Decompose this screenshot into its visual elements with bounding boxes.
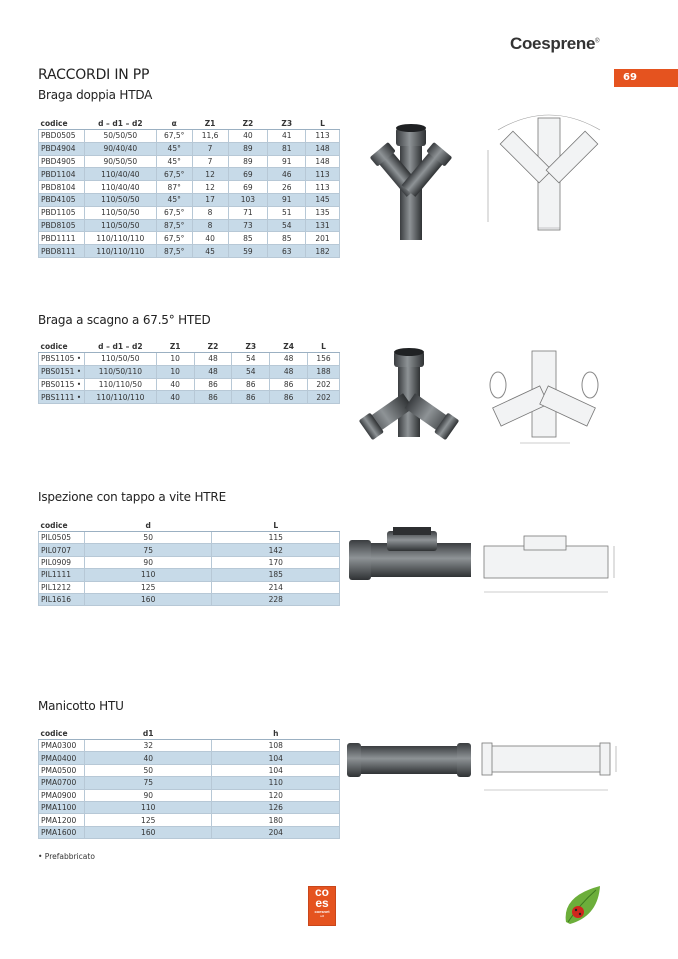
product-code-cell: PMA0900	[39, 789, 85, 801]
product-code-cell: PBS0151 •	[39, 365, 85, 378]
product-photo-htda	[350, 118, 470, 248]
table-cell: 48	[270, 353, 308, 366]
table-cell: 110/50/50	[84, 206, 156, 219]
table-cell: 110/50/50	[84, 193, 156, 206]
table-row	[39, 593, 340, 605]
product-code-cell: PIL0505	[39, 532, 85, 544]
table-cell: 40	[84, 752, 212, 764]
table-row	[39, 556, 340, 568]
product-code-cell: PIL0707	[39, 544, 85, 556]
table-cell: 125	[84, 814, 212, 826]
table-cell: 50/50/50	[84, 130, 156, 143]
table-cell: 89	[228, 155, 268, 168]
table-row	[39, 826, 340, 838]
product-code-cell: PBD0505	[39, 130, 85, 143]
product-code-cell: PIL1212	[39, 581, 85, 593]
product-code-cell: PBS0115 •	[39, 378, 85, 391]
product-code-cell: PBD1105	[39, 206, 85, 219]
table-cell: 50	[84, 532, 212, 544]
page-title: RACCORDI IN PP	[38, 67, 150, 83]
column-header: codice	[39, 118, 85, 130]
table-cell: 160	[84, 593, 212, 605]
table-cell: 126	[212, 801, 340, 813]
product-code-cell: PMA0400	[39, 752, 85, 764]
column-header: d – d1 – d2	[84, 118, 156, 130]
column-header: L	[306, 118, 340, 130]
table-cell: 45	[192, 245, 228, 258]
column-header: Z1	[156, 341, 194, 353]
table-row	[39, 365, 340, 378]
table-cell: 110	[84, 569, 212, 581]
product-code-cell: PBD8111	[39, 245, 85, 258]
column-header: Z1	[192, 118, 228, 130]
table-cell: 11,6	[192, 130, 228, 143]
table-cell: 214	[212, 581, 340, 593]
column-header: L	[308, 341, 340, 353]
table-row	[39, 130, 340, 143]
table-cell: 75	[84, 777, 212, 789]
column-header: α	[156, 118, 192, 130]
table-cell: 46	[268, 168, 306, 181]
table-cell: 110	[84, 801, 212, 813]
product-code-cell: PBS1105 •	[39, 353, 85, 366]
table-cell: 71	[228, 206, 268, 219]
table-row	[39, 142, 340, 155]
table-cell: 45°	[156, 142, 192, 155]
table-row	[39, 532, 340, 544]
table-cell: 12	[192, 168, 228, 181]
table-cell: 40	[156, 378, 194, 391]
table-cell: 85	[268, 232, 306, 245]
table-row	[39, 193, 340, 206]
table-row	[39, 544, 340, 556]
product-code-cell: PIL0909	[39, 556, 85, 568]
table-cell: 85	[228, 232, 268, 245]
table-row	[39, 245, 340, 258]
table-cell: 160	[84, 826, 212, 838]
table-cell: 86	[270, 378, 308, 391]
table-cell: 204	[212, 826, 340, 838]
table-row	[39, 378, 340, 391]
table-cell: 113	[306, 181, 340, 194]
table-cell: 148	[306, 155, 340, 168]
table-cell: 104	[212, 752, 340, 764]
column-header: Z3	[232, 341, 270, 353]
table-cell: 110	[212, 777, 340, 789]
table-cell: 87,5°	[156, 245, 192, 258]
section-title-htda: Braga doppia HTDA	[38, 88, 153, 102]
table-cell: 170	[212, 556, 340, 568]
table-row	[39, 740, 340, 752]
column-header: Z4	[270, 341, 308, 353]
table-cell: 103	[228, 193, 268, 206]
product-code-cell: PBD4904	[39, 142, 85, 155]
table-cell: 202	[308, 378, 340, 391]
product-code-cell: PMA0700	[39, 777, 85, 789]
table-row	[39, 155, 340, 168]
table-cell: 63	[268, 245, 306, 258]
table-row	[39, 168, 340, 181]
table-cell: 26	[268, 181, 306, 194]
table-cell: 110/110/110	[84, 232, 156, 245]
table-row	[39, 232, 340, 245]
table-cell: 156	[308, 353, 340, 366]
table-row	[39, 789, 340, 801]
column-header: codice	[39, 341, 85, 353]
column-header: Z2	[228, 118, 268, 130]
table-cell: 182	[306, 245, 340, 258]
table-cell: 115	[212, 532, 340, 544]
table-cell: 7	[192, 155, 228, 168]
column-header: Z2	[194, 341, 232, 353]
table-cell: 86	[194, 391, 232, 404]
table-row	[39, 764, 340, 776]
table-htre	[38, 520, 340, 606]
table-htda	[38, 118, 340, 258]
table-cell: 110/50/110	[84, 365, 156, 378]
table-cell: 91	[268, 155, 306, 168]
table-cell: 86	[232, 391, 270, 404]
table-cell: 110/110/50	[84, 378, 156, 391]
column-header: h	[212, 728, 340, 740]
technical-drawing-htre	[480, 530, 620, 600]
table-cell: 145	[306, 193, 340, 206]
table-cell: 59	[228, 245, 268, 258]
table-cell: 148	[306, 142, 340, 155]
table-cell: 104	[212, 764, 340, 776]
column-header: d1	[84, 728, 212, 740]
table-row	[39, 569, 340, 581]
table-cell: 69	[228, 181, 268, 194]
table-cell: 48	[270, 365, 308, 378]
table-row	[39, 391, 340, 404]
table-cell: 40	[228, 130, 268, 143]
product-code-cell: PBS1111 •	[39, 391, 85, 404]
table-cell: 113	[306, 130, 340, 143]
section-title-hted: Braga a scagno a 67.5° HTED	[38, 313, 211, 327]
table-cell: 45°	[156, 155, 192, 168]
product-photo-htu	[345, 740, 473, 780]
product-photo-hted	[348, 345, 470, 437]
table-cell: 185	[212, 569, 340, 581]
table-cell: 40	[156, 391, 194, 404]
table-cell: 125	[84, 581, 212, 593]
product-photo-htre	[345, 525, 473, 581]
leaf-ladybug-icon	[560, 882, 604, 928]
table-cell: 90	[84, 556, 212, 568]
table-cell: 40	[192, 232, 228, 245]
product-code-cell: PBD4105	[39, 193, 85, 206]
product-code-cell: PIL1111	[39, 569, 85, 581]
table-row	[39, 752, 340, 764]
table-row	[39, 206, 340, 219]
table-cell: 48	[194, 353, 232, 366]
product-code-cell: PMA0500	[39, 764, 85, 776]
table-hted	[38, 341, 340, 404]
product-code-cell: PMA1200	[39, 814, 85, 826]
table-cell: 180	[212, 814, 340, 826]
column-header: Z3	[268, 118, 306, 130]
table-cell: 87,5°	[156, 219, 192, 232]
table-cell: 41	[268, 130, 306, 143]
table-cell: 91	[268, 193, 306, 206]
table-cell: 67,5°	[156, 206, 192, 219]
section-title-htre: Ispezione con tappo a vite HTRE	[38, 490, 226, 504]
table-cell: 89	[228, 142, 268, 155]
technical-drawing-hted	[470, 345, 620, 447]
table-cell: 48	[194, 365, 232, 378]
footnote: • Prefabbricato	[38, 852, 95, 861]
table-cell: 7	[192, 142, 228, 155]
table-cell: 108	[212, 740, 340, 752]
table-cell: 110/110/110	[84, 245, 156, 258]
table-cell: 67,5°	[156, 130, 192, 143]
technical-drawing-htu	[478, 738, 623, 798]
column-header: codice	[39, 520, 85, 532]
table-cell: 73	[228, 219, 268, 232]
table-cell: 54	[232, 365, 270, 378]
table-row	[39, 777, 340, 789]
product-code-cell: PMA0300	[39, 740, 85, 752]
column-header: d	[84, 520, 212, 532]
product-code-cell: PBD4905	[39, 155, 85, 168]
table-cell: 12	[192, 181, 228, 194]
technical-drawing-htda	[478, 110, 618, 235]
table-cell: 50	[84, 764, 212, 776]
table-htu	[38, 728, 340, 839]
table-cell: 81	[268, 142, 306, 155]
product-code-cell: PIL1616	[39, 593, 85, 605]
table-cell: 135	[306, 206, 340, 219]
column-header: d – d1 – d2	[84, 341, 156, 353]
table-cell: 67,5°	[156, 168, 192, 181]
table-cell: 120	[212, 789, 340, 801]
table-cell: 87°	[156, 181, 192, 194]
table-cell: 110/40/40	[84, 168, 156, 181]
section-title-htu: Manicotto HTU	[38, 699, 124, 713]
table-cell: 113	[306, 168, 340, 181]
column-header: L	[212, 520, 340, 532]
table-cell: 67,5°	[156, 232, 192, 245]
table-cell: 228	[212, 593, 340, 605]
table-row	[39, 581, 340, 593]
table-row	[39, 219, 340, 232]
product-code-cell: PBD1111	[39, 232, 85, 245]
table-cell: 131	[306, 219, 340, 232]
table-cell: 17	[192, 193, 228, 206]
table-row	[39, 801, 340, 813]
table-cell: 8	[192, 219, 228, 232]
table-cell: 90	[84, 789, 212, 801]
product-code-cell: PBD8105	[39, 219, 85, 232]
table-cell: 75	[84, 544, 212, 556]
table-cell: 110/40/40	[84, 181, 156, 194]
brand-logo: Coesprene®	[510, 34, 600, 53]
table-cell: 54	[232, 353, 270, 366]
table-cell: 201	[306, 232, 340, 245]
table-row	[39, 814, 340, 826]
column-header: codice	[39, 728, 85, 740]
table-cell: 188	[308, 365, 340, 378]
product-code-cell: PBD1104	[39, 168, 85, 181]
table-cell: 86	[194, 378, 232, 391]
table-cell: 86	[270, 391, 308, 404]
table-cell: 86	[232, 378, 270, 391]
table-cell: 69	[228, 168, 268, 181]
coes-logo: co es coesnet srl	[308, 886, 336, 926]
product-code-cell: PBD8104	[39, 181, 85, 194]
product-code-cell: PMA1600	[39, 826, 85, 838]
table-cell: 202	[308, 391, 340, 404]
table-row	[39, 181, 340, 194]
page-number: 69	[614, 69, 678, 87]
table-cell: 10	[156, 353, 194, 366]
table-cell: 45°	[156, 193, 192, 206]
table-cell: 51	[268, 206, 306, 219]
table-cell: 110/110/110	[84, 391, 156, 404]
table-cell: 8	[192, 206, 228, 219]
table-cell: 54	[268, 219, 306, 232]
table-cell: 142	[212, 544, 340, 556]
table-row	[39, 353, 340, 366]
table-cell: 90/50/50	[84, 155, 156, 168]
table-cell: 32	[84, 740, 212, 752]
table-cell: 90/40/40	[84, 142, 156, 155]
table-cell: 110/50/50	[84, 353, 156, 366]
table-cell: 10	[156, 365, 194, 378]
product-code-cell: PMA1100	[39, 801, 85, 813]
table-cell: 110/50/50	[84, 219, 156, 232]
